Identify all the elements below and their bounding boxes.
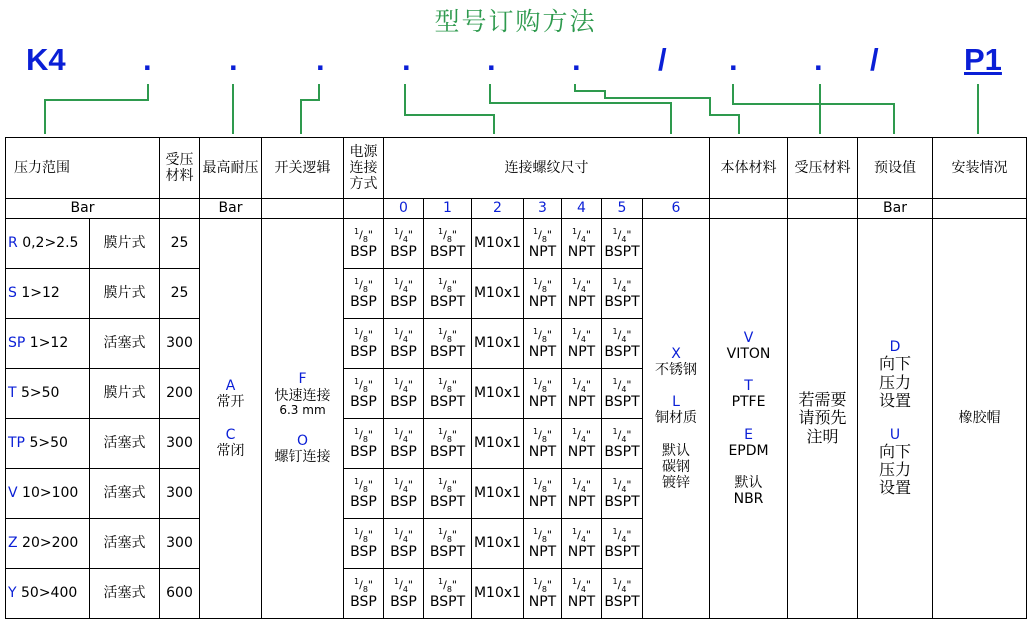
code-dot-6: .	[572, 42, 581, 77]
thread-cell: $^1/_8$" NPT	[524, 319, 562, 369]
thread-cell: $^1/_8$" NPT	[524, 519, 562, 569]
leader-lines	[0, 0, 1031, 140]
thread-cell: $^1/_4$" BSPT	[602, 369, 643, 419]
table-row	[6, 219, 1027, 269]
thread-cell: $^1/_4$" NPT	[562, 419, 602, 469]
thread-cell: $^1/_4$" BSPT	[602, 569, 643, 619]
header-install: 安装情况	[933, 138, 1027, 199]
range-value: 1>12	[21, 285, 60, 302]
thread-cell: $^1/_8$" BSPT	[424, 519, 472, 569]
unit-row	[6, 199, 1027, 219]
header-pressure-range: 压力范围	[6, 138, 160, 199]
thread-cell: M10x1	[472, 269, 524, 319]
thread-cell: $^1/_4$" BSPT	[602, 469, 643, 519]
code-slash-1: /	[658, 42, 667, 77]
thread-cell: $^1/_4$" BSP	[384, 569, 424, 619]
thread-cell: M10x1	[472, 419, 524, 469]
range-value: 10>100	[22, 485, 79, 502]
thread-cell: $^1/_4$" NPT	[562, 569, 602, 619]
thread-cell: $^1/_4$" BSP	[384, 419, 424, 469]
thread-cell: $^1/_8$" BSP	[344, 219, 384, 269]
thread-cell: $^1/_8$" BSPT	[424, 469, 472, 519]
header-switch-logic: 开关逻辑	[262, 138, 344, 199]
header-material: 受压材料	[160, 138, 200, 199]
range-code: R	[8, 235, 18, 252]
range-cell	[6, 269, 90, 319]
thread-code-3: 3	[524, 199, 562, 219]
thread-code-0: 0	[384, 199, 424, 219]
range-code: T	[8, 385, 17, 402]
thread-cell: $^1/_4$" BSPT	[602, 269, 643, 319]
preset-cell: 若需要 请预先 注明	[788, 219, 858, 619]
material-cell: 活塞式	[90, 419, 160, 469]
thread-cell: $^1/_8$" BSPT	[424, 419, 472, 469]
range-cell	[6, 569, 90, 619]
switch-logic-cell: A 常开 C 常闭	[200, 219, 262, 619]
material-cell: 膜片式	[90, 219, 160, 269]
material-cell: 膜片式	[90, 369, 160, 419]
thread-cell: M10x1	[472, 369, 524, 419]
thread-cell: $^1/_8$" BSP	[344, 569, 384, 619]
code-dot-2: .	[229, 42, 238, 77]
thread-cell: M10x1	[472, 319, 524, 369]
unit-pressure: Bar	[6, 199, 160, 219]
thread-cell: $^1/_8$" BSPT	[424, 369, 472, 419]
header-preset: 预设值	[858, 138, 933, 199]
thread-code-6: 6	[643, 199, 710, 219]
thread-cell: $^1/_4$" BSPT	[602, 419, 643, 469]
thread-cell: $^1/_4$" BSP	[384, 319, 424, 369]
model-prefix: K4	[26, 42, 66, 77]
material-cell: 活塞式	[90, 319, 160, 369]
thread-cell: $^1/_4$" BSP	[384, 519, 424, 569]
thread-cell: $^1/_4$" BSP	[384, 269, 424, 319]
range-cell	[6, 369, 90, 419]
range-value: 1>12	[29, 335, 69, 352]
range-cell	[6, 519, 90, 569]
unit-preset: Bar	[858, 199, 933, 219]
thread-cell: $^1/_8$" BSPT	[424, 319, 472, 369]
range-cell	[6, 469, 90, 519]
thread-cell: $^1/_4$" BSPT	[602, 519, 643, 569]
leader-power	[405, 84, 494, 134]
range-value: 50>400	[21, 585, 78, 602]
thread-cell: $^1/_8$" BSP	[344, 319, 384, 369]
install-cell: D 向下 压力 设置 U 向下 压力 设置	[858, 219, 933, 619]
range-value: 5>50	[21, 385, 60, 402]
leader-body	[575, 84, 739, 134]
range-code: Z	[8, 535, 18, 552]
header-max-pressure: 最高耐压	[200, 138, 262, 199]
code-dot-1: .	[143, 42, 152, 77]
thread-code-2: 2	[472, 199, 524, 219]
thread-cell: M10x1	[472, 569, 524, 619]
thread-cell: $^1/_8$" BSP	[344, 519, 384, 569]
material-cell: 活塞式	[90, 519, 160, 569]
header-row	[6, 138, 1027, 199]
unit-max-pressure: Bar	[200, 199, 262, 219]
thread-cell: $^1/_8$" BSP	[344, 419, 384, 469]
thread-cell: $^1/_8$" NPT	[524, 469, 562, 519]
code-dot-4: .	[402, 42, 411, 77]
page-title: 型号订购方法	[434, 7, 597, 36]
thread-cell: $^1/_8$" NPT	[524, 269, 562, 319]
thread-cell: M10x1	[472, 469, 524, 519]
thread-cell: $^1/_4$" BSP	[384, 469, 424, 519]
thread-cell: $^1/_8$" BSP	[344, 369, 384, 419]
range-value: 20>200	[22, 535, 79, 552]
range-value: 0,2>2.5	[22, 235, 79, 252]
range-value: 5>50	[29, 435, 68, 452]
header-body-material: 本体材料	[710, 138, 788, 199]
max-pressure-cell: 200	[160, 369, 200, 419]
code-dot-8: .	[814, 42, 823, 77]
material-cell: 膜片式	[90, 269, 160, 319]
max-pressure-cell: 300	[160, 419, 200, 469]
code-dot-5: .	[487, 42, 496, 77]
power-connection-cell: F 快速连接 6.3 mm O 螺钉连接	[262, 219, 344, 619]
leader-preset	[820, 84, 894, 134]
thread-cell: $^1/_4$" NPT	[562, 519, 602, 569]
max-pressure-cell: 25	[160, 219, 200, 269]
thread-cell: $^1/_8$" NPT	[524, 219, 562, 269]
thread-cell: $^1/_8$" BSPT	[424, 219, 472, 269]
thread-cell: $^1/_8$" BSPT	[424, 269, 472, 319]
thread-cell: $^1/_4$" NPT	[562, 369, 602, 419]
range-cell	[6, 319, 90, 369]
code-dot-7: .	[729, 42, 738, 77]
material-cell: 活塞式	[90, 469, 160, 519]
thread-cell: $^1/_8$" NPT	[524, 569, 562, 619]
thread-cell: $^1/_4$" NPT	[562, 319, 602, 369]
thread-code-4: 4	[562, 199, 602, 219]
header-thread-size: 连接螺纹尺寸	[384, 138, 710, 199]
thread-cell: $^1/_4$" BSP	[384, 219, 424, 269]
code-dot-3: .	[316, 42, 325, 77]
thread-cell: M10x1	[472, 519, 524, 569]
thread-cell: $^1/_4$" NPT	[562, 469, 602, 519]
thread-cell: $^1/_8$" BSP	[344, 469, 384, 519]
leader-switch	[301, 84, 319, 134]
range-cell	[6, 219, 90, 269]
max-pressure-cell: 600	[160, 569, 200, 619]
thread-cell: $^1/_4$" NPT	[562, 219, 602, 269]
leader-seal	[733, 84, 820, 134]
thread-code-1: 1	[424, 199, 472, 219]
max-pressure-cell: 25	[160, 269, 200, 319]
code-slash-2: /	[870, 42, 879, 77]
body-material-cell: X 不锈钢 L 铜材质 默认 碳钢 镀锌	[643, 219, 710, 619]
range-code: V	[8, 485, 18, 502]
material-cell: 活塞式	[90, 569, 160, 619]
leader-pressure	[45, 84, 148, 134]
model-suffix: P1	[964, 42, 1002, 77]
max-pressure-cell: 300	[160, 519, 200, 569]
range-code: S	[8, 285, 17, 302]
thread-cell: $^1/_4$" BSPT	[602, 319, 643, 369]
thread-cell: $^1/_4$" BSP	[384, 369, 424, 419]
max-pressure-cell: 300	[160, 319, 200, 369]
thread-cell: $^1/_8$" BSPT	[424, 569, 472, 619]
thread-cell: $^1/_8$" BSP	[344, 269, 384, 319]
thread-cell: $^1/_4$" BSPT	[602, 219, 643, 269]
header-seal-material: 受压材料	[788, 138, 858, 199]
thread-cell: M10x1	[472, 219, 524, 269]
header-power-connection: 电源连接方式	[344, 138, 384, 199]
thread-cell: $^1/_4$" NPT	[562, 269, 602, 319]
thread-code-5: 5	[602, 199, 643, 219]
max-pressure-cell: 300	[160, 469, 200, 519]
seal-material-cell: V VITON T PTFE E EPDM 默认 NBR	[710, 219, 788, 619]
thread-cell: $^1/_8$" NPT	[524, 419, 562, 469]
order-table	[5, 137, 1027, 619]
range-code: Y	[8, 585, 17, 602]
range-code: SP	[8, 335, 26, 352]
thread-cell: $^1/_8$" NPT	[524, 369, 562, 419]
range-code: TP	[8, 435, 25, 452]
range-cell	[6, 419, 90, 469]
cap-cell: 橡胶帽	[933, 219, 1027, 619]
